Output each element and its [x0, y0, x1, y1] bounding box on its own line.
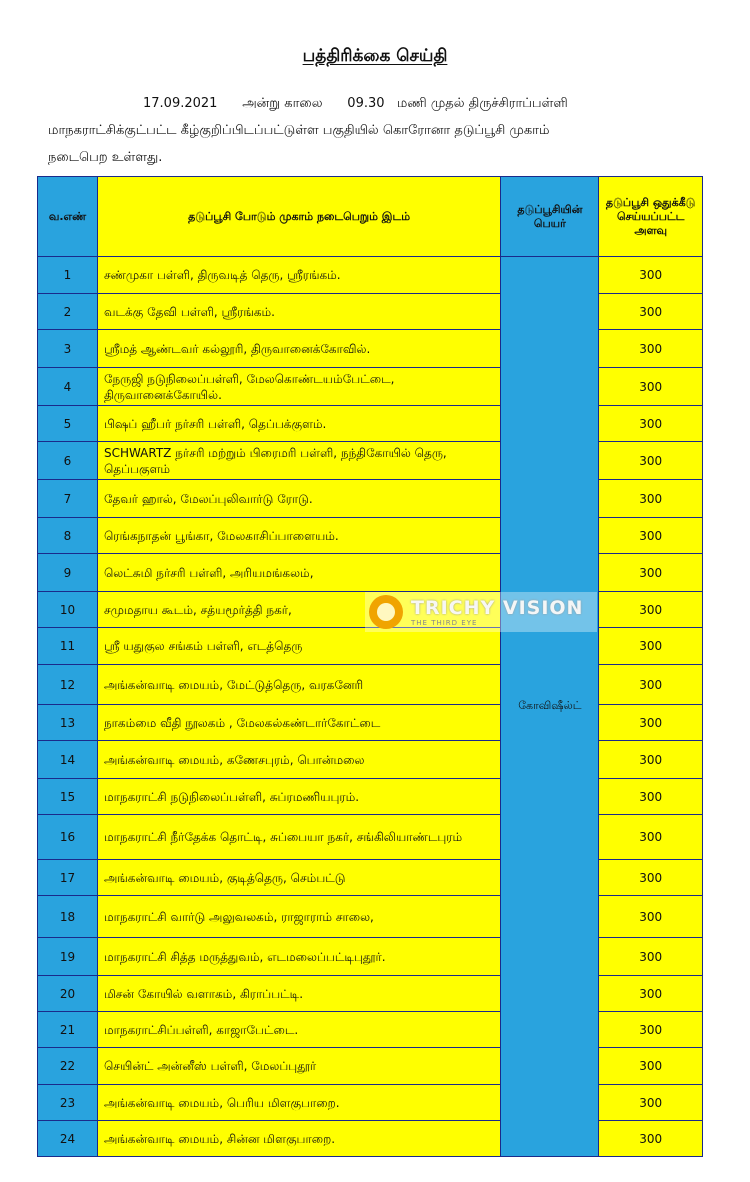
table-row	[38, 518, 703, 554]
table-row	[38, 1048, 703, 1085]
table-row	[38, 406, 703, 442]
intro-line-3: நடைபெற உள்ளது.	[48, 150, 163, 165]
table-row	[38, 1085, 703, 1121]
row-place: ஸ்ரீ யதுகுல சங்கம் பள்ளி, எடத்தெரு	[97, 628, 500, 665]
trichy-vision-logo-icon	[369, 595, 403, 629]
table-row	[38, 294, 703, 330]
table-row	[38, 554, 703, 592]
header-sno: வ.எண்	[38, 177, 98, 257]
row-place: அங்கன்வாடி மையம், குடித்தெரு, செம்பட்டு	[97, 860, 500, 896]
row-dose: 300	[599, 406, 703, 442]
row-sno: 24	[38, 1121, 98, 1157]
table-row	[38, 368, 703, 406]
row-dose: 300	[599, 592, 703, 628]
table-row	[38, 330, 703, 368]
row-sno: 2	[38, 294, 98, 330]
row-sno: 4	[38, 368, 98, 406]
row-sno: 10	[38, 592, 98, 628]
row-dose: 300	[599, 896, 703, 938]
header-dose: தடுப்பூசி ஒதுக்கீடு செய்யப்பட்ட அளவு	[599, 177, 703, 257]
row-place: அங்கன்வாடி மையம், கணேசபுரம், பொன்மலை	[97, 741, 500, 779]
row-dose: 300	[599, 665, 703, 705]
row-place: மாநகராட்சி நடுநிலைப்பள்ளி, சுப்ரமணியபுரம்.	[97, 779, 500, 815]
row-dose: 300	[599, 480, 703, 518]
row-place: சண்முகா பள்ளி, திருவடித் தெரு, ஸ்ரீரங்கம்.	[97, 257, 500, 294]
table-row	[38, 815, 703, 860]
intro-line-2: மாநகராட்சிக்குட்பட்ட கீழ்குறிப்பிடப்பட்டுள்ள பகுதியில் கொரோனா தடுப்பூசி முகாம்	[48, 123, 550, 138]
row-sno: 11	[38, 628, 98, 665]
row-dose: 300	[599, 628, 703, 665]
row-place: அங்கன்வாடி மையம், மேட்டுத்தெரு, வரகனேரி	[97, 665, 500, 705]
press-release-title	[0, 46, 750, 68]
watermark-name: TRICHY VISION	[411, 597, 584, 619]
header-vaccine: தடுப்பூசியின் பெயர்	[501, 177, 599, 257]
row-place: SCHWARTZ நர்சரி மற்றும் பிரைமரி பள்ளி, நந்திகோயில் தெரு, தெப்பகுளம்	[97, 442, 500, 480]
table-row	[38, 480, 703, 518]
row-dose: 300	[599, 1048, 703, 1085]
row-place: ரெங்கநாதன் பூங்கா, மேலகாசிப்பாளையம்.	[97, 518, 500, 554]
row-place: அங்கன்வாடி மையம், சின்ன மிளகுபாறை.	[97, 1121, 500, 1157]
table-row	[38, 442, 703, 480]
row-sno: 21	[38, 1012, 98, 1048]
row-place: மாநகராட்சிப்பள்ளி, காஜாபேட்டை.	[97, 1012, 500, 1048]
row-place: லெட்சுமி நர்சரி பள்ளி, அரியமங்கலம்,	[97, 554, 500, 592]
row-sno: 9	[38, 554, 98, 592]
row-dose: 300	[599, 330, 703, 368]
row-place: வடக்கு தேவி பள்ளி, ஸ்ரீரங்கம்.	[97, 294, 500, 330]
row-place: நேருஜி நடுநிலைப்பள்ளி, மேலகொண்டயம்பேட்டை, திருவானைக்கோயில்.	[97, 368, 500, 406]
row-dose: 300	[599, 1085, 703, 1121]
row-sno: 13	[38, 705, 98, 741]
row-place: மாநகராட்சி சித்த மருத்துவம், எடமலைப்பட்டிபுதூர்.	[97, 938, 500, 976]
row-sno: 8	[38, 518, 98, 554]
table-row	[38, 628, 703, 665]
row-dose: 300	[599, 554, 703, 592]
row-place: மாநகராட்சி நீர்தேக்க தொட்டி, சுப்பையா நகர், சங்கிலியாண்டபுரம்	[97, 815, 500, 860]
trichy-vision-watermark	[365, 592, 597, 632]
row-place: அங்கன்வாடி மையம், பெரிய மிளகுபாறை.	[97, 1085, 500, 1121]
row-place: செயின்ட் அன்னீஸ் பள்ளி, மேலப்புதூர்	[97, 1048, 500, 1085]
table-row	[38, 257, 703, 294]
row-sno: 22	[38, 1048, 98, 1085]
table-row	[38, 1012, 703, 1048]
intro-paragraph	[48, 90, 708, 171]
row-place: பிஷப் ஹீபர் நர்சரி பள்ளி, தெப்பக்குளம்.	[97, 406, 500, 442]
table-row	[38, 860, 703, 896]
row-dose: 300	[599, 741, 703, 779]
table-row	[38, 779, 703, 815]
vaccination-camp-table	[37, 176, 703, 1157]
row-dose: 300	[599, 705, 703, 741]
row-dose: 300	[599, 860, 703, 896]
table-row	[38, 976, 703, 1012]
row-place: தேவர் ஹால், மேலப்புலிவார்டு ரோடு.	[97, 480, 500, 518]
table-row	[38, 1121, 703, 1157]
intro-line-1	[48, 90, 708, 117]
row-sno: 23	[38, 1085, 98, 1121]
table-row	[38, 938, 703, 976]
row-dose: 300	[599, 1012, 703, 1048]
table-row	[38, 741, 703, 779]
row-dose: 300	[599, 368, 703, 406]
intro-rest-line1: மணி முதல் திருச்சிராப்பள்ளி	[396, 96, 568, 111]
row-place: ஸ்ரீமத் ஆண்டவர் கல்லூரி, திருவானைக்கோவில்.	[97, 330, 500, 368]
row-sno: 16	[38, 815, 98, 860]
row-dose: 300	[599, 779, 703, 815]
row-dose: 300	[599, 976, 703, 1012]
row-sno: 15	[38, 779, 98, 815]
table-row	[38, 705, 703, 741]
row-sno: 3	[38, 330, 98, 368]
row-sno: 18	[38, 896, 98, 938]
row-dose: 300	[599, 938, 703, 976]
row-dose: 300	[599, 442, 703, 480]
watermark-tagline: THE THIRD EYE	[411, 619, 478, 627]
row-place: மாநகராட்சி வார்டு அலுவலகம், ராஜாராம் சாலை,	[97, 896, 500, 938]
row-sno: 17	[38, 860, 98, 896]
row-sno: 14	[38, 741, 98, 779]
row-sno: 6	[38, 442, 98, 480]
row-sno: 7	[38, 480, 98, 518]
row-place: சமுமதாய கூடம், சத்யமூர்த்தி நகர்,	[97, 592, 500, 628]
intro-time: 09.30	[347, 96, 385, 111]
row-sno: 5	[38, 406, 98, 442]
row-dose: 300	[599, 1121, 703, 1157]
table-header-row	[38, 177, 703, 257]
row-sno: 1	[38, 257, 98, 294]
row-dose: 300	[599, 257, 703, 294]
row-sno: 19	[38, 938, 98, 976]
row-dose: 300	[599, 815, 703, 860]
intro-date: 17.09.2021	[143, 96, 218, 111]
vaccine-name-cell: கோவிஷீல்ட்	[501, 257, 599, 1157]
header-place: தடுப்பூசி போடும் முகாம் நடைபெறும் இடம்	[97, 177, 500, 257]
row-place: மிசன் கோயில் வளாகம், கிராப்பட்டி.	[97, 976, 500, 1012]
row-place: நாகம்மை வீதி நூலகம் , மேலகல்கண்டார்கோட்டை	[97, 705, 500, 741]
row-sno: 12	[38, 665, 98, 705]
watermark-text	[411, 597, 583, 627]
intro-day-part: அன்று காலை	[242, 96, 323, 111]
row-dose: 300	[599, 294, 703, 330]
table-row	[38, 896, 703, 938]
row-dose: 300	[599, 518, 703, 554]
table-row	[38, 665, 703, 705]
press-release-title-text: பத்திரிக்கை செய்தி	[302, 46, 448, 66]
row-sno: 20	[38, 976, 98, 1012]
